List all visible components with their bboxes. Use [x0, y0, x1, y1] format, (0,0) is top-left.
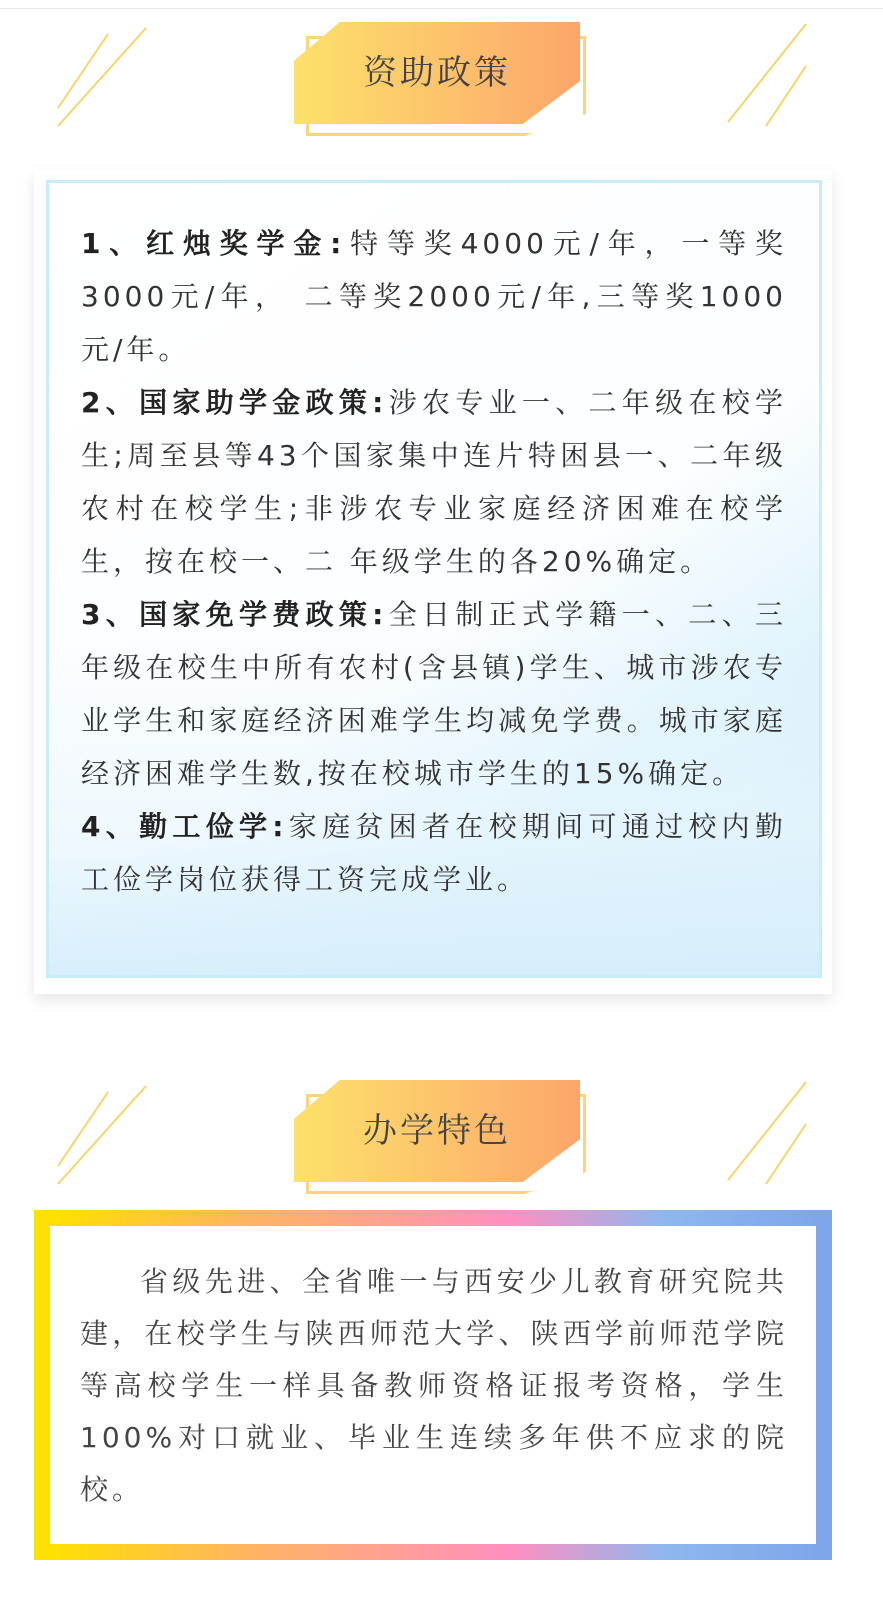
- features-paragraph: 省级先进、全省唯一与西安少儿教育研究院共建，在校学生与陕西师范大学、陕西学前师范学院等高校学生一样具备教师资格证报考资格，学生100%对口就业、毕业生连续多年供不应求的院校。: [80, 1265, 788, 1506]
- policy-item-lead: 1、红烛奖学金:: [81, 227, 346, 260]
- policy-item-work-study: [81, 800, 787, 906]
- policy-item-text: 涉农专业一、二年级在校学生;周至县等43个国家集中连片特困县一、二年级农村在校学生;非涉农专业家庭经济困难在校学生，按在校一、二 年级学生的各20%确定。: [81, 386, 787, 578]
- policy-item-lead: 3、国家免学费政策:: [81, 598, 388, 631]
- aid-policy-content: [46, 180, 822, 978]
- policy-item-text: 家庭贫困者在校期间可通过校内勤工俭学岗位获得工资完成学业。: [81, 810, 787, 896]
- section-title-school-features: 办学特色: [363, 1111, 511, 1151]
- policy-item-lead: 4、勤工俭学:: [81, 810, 288, 843]
- policy-item-national-grant: [81, 376, 787, 588]
- section-header-aid: [0, 22, 883, 162]
- policy-item-lead: 2、国家助学金政策:: [81, 386, 388, 419]
- policy-item-text: 特等奖4000元/年，一等奖3000元/年， 二等奖2000元/年,三等奖1000元/年。: [81, 227, 787, 366]
- top-divider: [0, 8, 883, 9]
- section-title-aid-policy: 资助政策: [363, 53, 511, 93]
- policy-item-tuition-waiver: [81, 588, 787, 800]
- features-card-content: [50, 1226, 816, 1544]
- policy-item-scholarship: [81, 217, 787, 376]
- policy-item-text: 全日制正式学籍一、二、三年级在校生中所有农村(含县镇)学生、城市涉农专业学生和家庭经济困难学生均减免学费。城市家庭经济困难学生数,按在校城市学生的15%确定。: [81, 598, 787, 790]
- section-header-features: [0, 1080, 883, 1220]
